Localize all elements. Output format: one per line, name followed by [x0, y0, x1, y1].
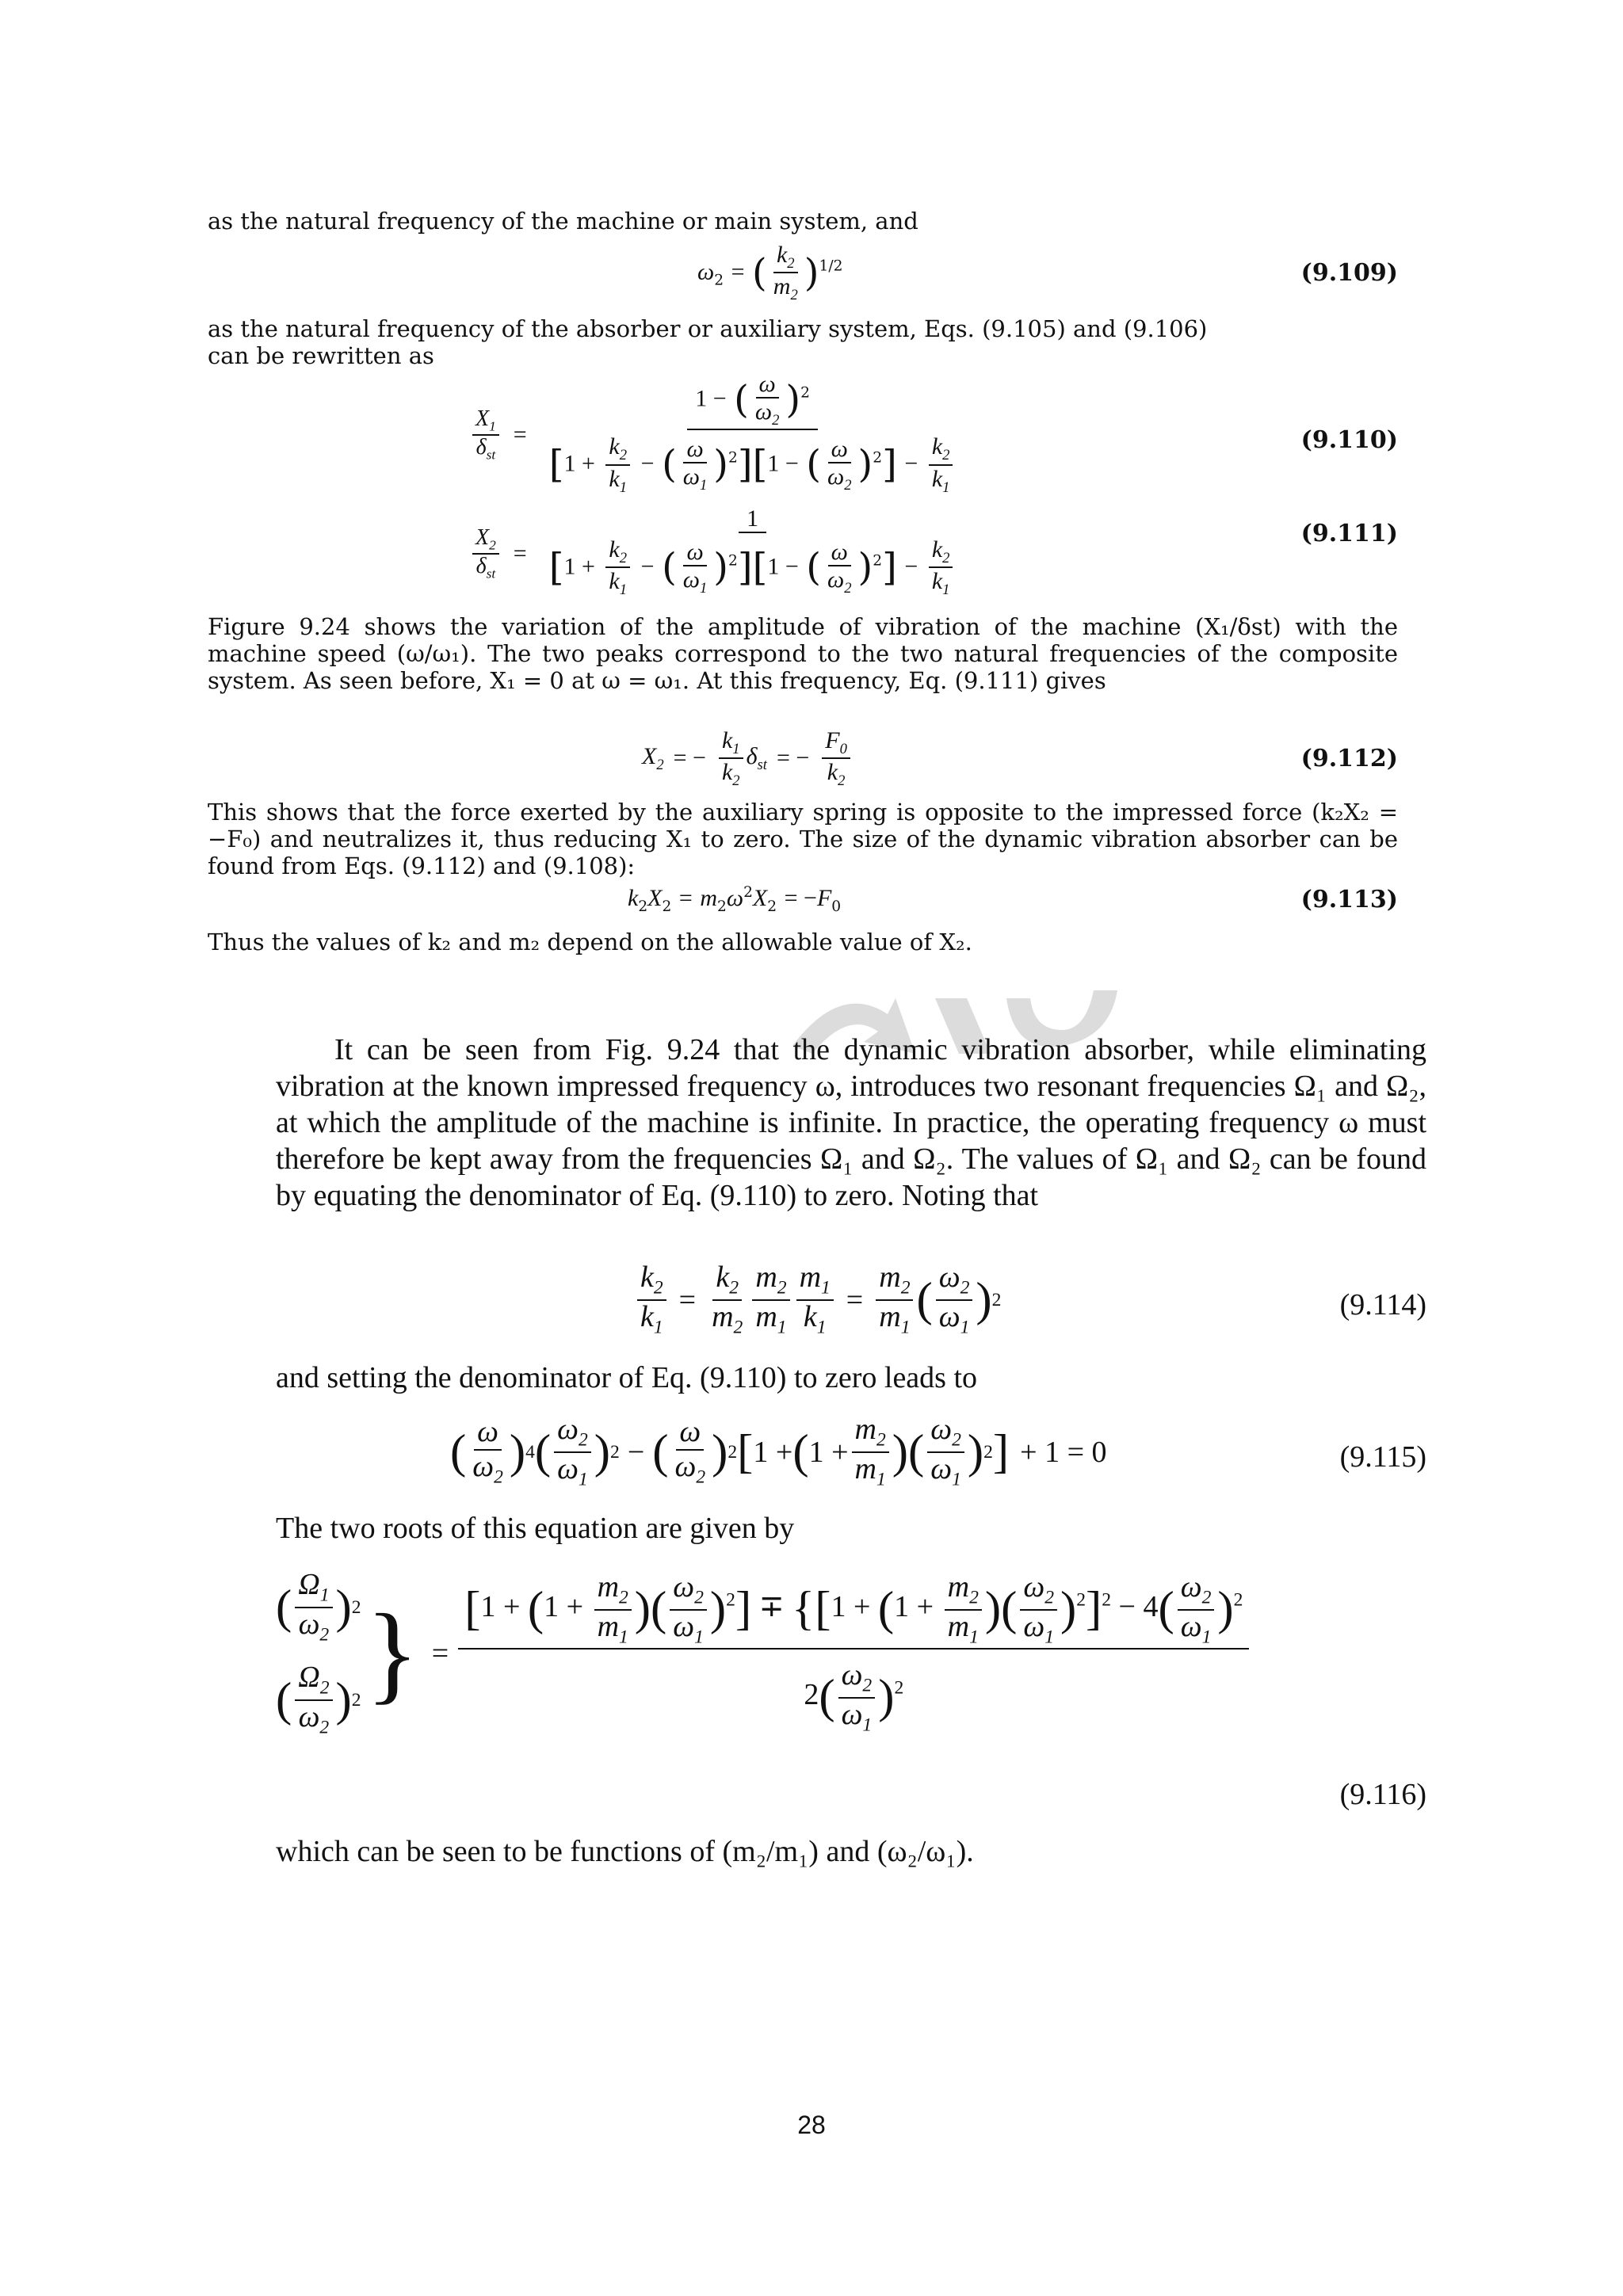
equation-number: (9.115): [1339, 1440, 1426, 1474]
equation-body: $\frac{k_2}{k_1}$ = $\frac{k_2}{m_2}$ $\frac{m_2}{m_1}$ $\frac{m_1}{k_1}$ = $\frac{m_2}{m_1}$ ( $\frac{\omega_2}{\omega_1}$ ) 2: [634, 1261, 1001, 1338]
paragraph: It can be seen from Fig. 9.24 that the dynamic vibration absorber, while eliminating vibration at the known impressed frequency ω, introduces two resonant frequencies Ω₁ and Ω₂, at which the amplitude of the machine is infinite. In practice, the operating frequency ω must therefore be kept away from the frequencies Ω₁ and Ω₂. The values of Ω₁ and Ω₂ can be found by equating the denominator of Eq. (9.110) to zero. Noting that: [276, 1033, 1426, 1212]
equation-9-110: [208, 371, 1398, 505]
equation-9-113: [208, 884, 1398, 916]
equation-9-114: [276, 1261, 1426, 1348]
text-block: [276, 1360, 1426, 1396]
text-block: [208, 315, 1398, 369]
equation-body: $\omega_2$ = ( $\frac{k_2}{m_2}$ )$^{1/2}$: [697, 242, 843, 304]
paragraph: Thus the values of k₂ and m₂ depend on the allowable value of X₂.: [208, 929, 972, 955]
text-block: [276, 1032, 1426, 1214]
paragraph: as the natural frequency of the absorber or auxiliary system, Eqs. (9.105) and (9.106): [208, 315, 1208, 342]
equation-body: $k_2X_2 = m_2\omega^2X_2 = -F_0$: [628, 884, 842, 915]
paragraph: which can be seen to be functions of (m₂/m₁) and (ω₂/ω₁).: [276, 1835, 974, 1868]
equation-9-115: [276, 1413, 1426, 1501]
equation-9-111: [208, 505, 1398, 601]
equation-number: (9.112): [1300, 745, 1398, 772]
equation-number: (9.111): [1300, 520, 1398, 547]
equation-number: (9.116): [1339, 1778, 1426, 1811]
paragraph: This shows that the force exerted by the auxiliary spring is opposite to the impressed force (k₂X₂ = −F₀) and neutralizes it, thus reducing X₁ to zero. The size of the dynamic vibration absorber can be found from Eqs. (9.112) and (9.108):: [208, 799, 1398, 879]
equation-number: (9.113): [1300, 886, 1398, 913]
roots-group: ( $\frac{\Omega_1}{\omega_2}$ ) 2 ( $\frac{\Omega_2}{\omega_2}$ ) 2: [276, 1568, 361, 1738]
equation-number: (9.109): [1300, 259, 1398, 287]
equation-body: ( $\frac{\omega}{\omega_2}$ ) 4 ( $\frac{\omega_2}{\omega_1}$ ) 2 − ( $\frac{\omega}{\omega_2}$ ) 2 [ 1 + ( 1 + $\frac{m_2}{m_1}$ )( $\frac{\omega_2}{\omega_1}$ ) 2 ] + 1 = 0: [450, 1413, 1107, 1490]
text-block: [208, 929, 1398, 955]
text-block: [208, 799, 1398, 879]
equation-body: $X_2$ = − $\frac{k_1}{k_2}$ $\delta_{st}$ = − $\frac{F_0}{k_2}$: [642, 727, 854, 790]
equation-body: $\frac{X_1}{\delta_{st}}$ = 1 − ( $\frac{\omega}{\omega_2}$ )$^2$ [1 + $\frac{k_2}{k_1}$ − ( $\frac{\omega}{\omega_1}$ )$^2$][1 − ( $\frac{\omega}{\omega_2}$ )$^2$] − $\frac{k_2}{k_1}$: [469, 371, 967, 499]
paragraph: and setting the denominator of Eq. (9.110) to zero leads to: [276, 1361, 978, 1394]
equation-number: (9.114): [1339, 1288, 1426, 1322]
text-block: [208, 613, 1398, 694]
paragraph: Figure 9.24 shows the variation of the amplitude of vibration of the machine (X₁/δst) with the machine speed (ω/ω₁). The two peaks correspond to the two natural frequencies of the composite system. As seen before, X₁ = 0 at ω = ω₁. At this frequency, Eq. (9.111) gives: [208, 613, 1398, 694]
brace: }: [365, 1592, 419, 1714]
equation-9-112: [208, 727, 1398, 791]
equation-body: ( $\frac{\Omega_1}{\omega_2}$ ) 2 ( $\frac{\Omega_2}{\omega_2}$ ) 2 } = [1 + (1 + $\frac{m_2}{m_1}$ )( $\frac{\omega_2}{\omega_1}$ )$^2$] ∓ {[1 + (1 + $\frac{m_2}{m_1}$ )( $\frac{\omega_2}{\omega_1}$ )$^2$]$^2$ − 4( $\frac{\omega_2}{\omega_1}$ )$^2$ 2( $\frac{\omega_2}{\omega_1}$ )$^2$: [276, 1569, 1252, 1738]
text-block: [276, 1833, 1426, 1870]
equation-number: (9.110): [1300, 426, 1398, 454]
equation-body: $\frac{X_2}{\delta_{st}}$ = 1 [1 + $\frac{k_2}{k_1}$ − ( $\frac{\omega}{\omega_1}$ )$^2$][1 − ( $\frac{\omega}{\omega_2}$ )$^2$] − $\frac{k_2}{k_1}$: [469, 505, 967, 602]
text-line: [208, 208, 1398, 235]
page-number: 28: [797, 2111, 826, 2139]
paragraph: The two roots of this equation are given by: [276, 1512, 795, 1545]
equation-9-116: [276, 1568, 1426, 1811]
text-block: [276, 1510, 1426, 1547]
paragraph: as the natural frequency of the machine or main system, and: [208, 208, 918, 235]
equation-9-109: [208, 242, 1398, 305]
paragraph: can be rewritten as: [208, 342, 434, 369]
